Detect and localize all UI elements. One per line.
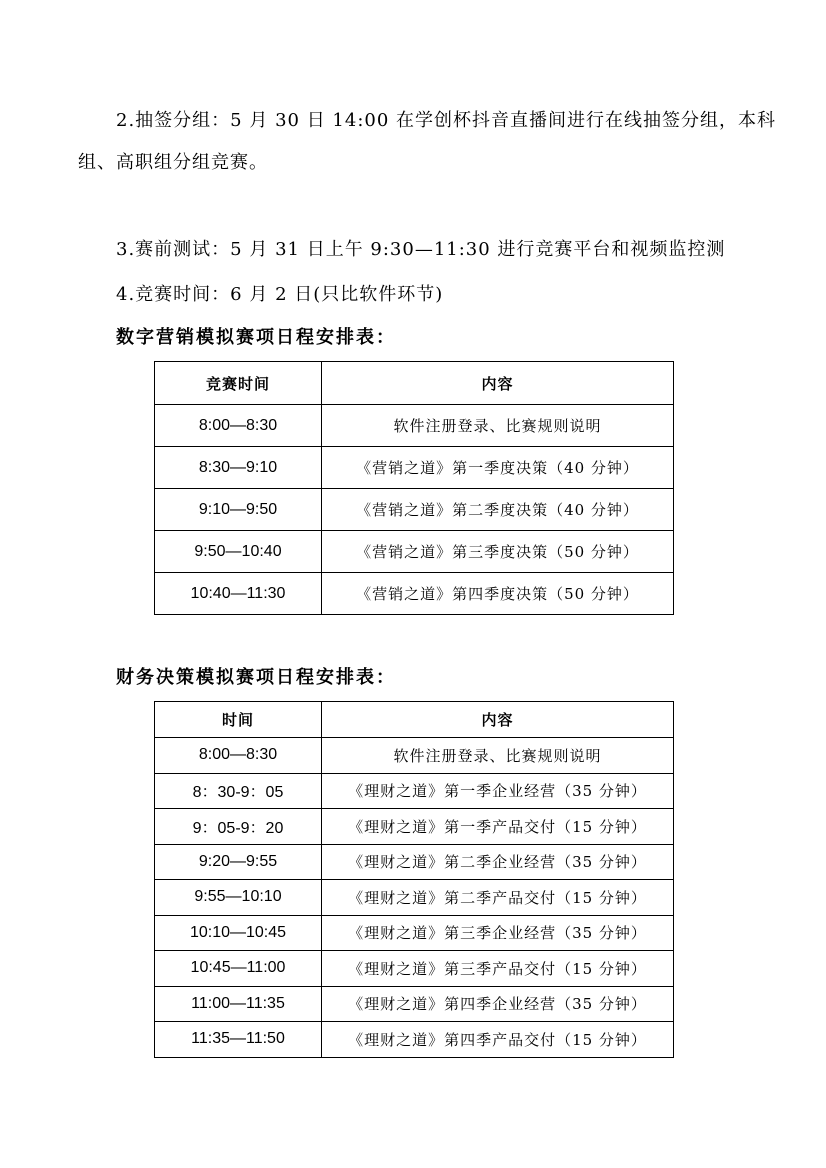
paragraph-pre-test: 3.赛前测试：5 月 31 日上午 9:30—11:30 进行竞赛平台和视频监控测 bbox=[116, 239, 726, 260]
digital-marketing-heading: 数字营销模拟赛项日程安排表： bbox=[116, 327, 396, 348]
row-time: 10:40—11:30 bbox=[155, 573, 322, 615]
table-row bbox=[155, 489, 674, 531]
table-row bbox=[155, 773, 674, 809]
row-time: 8：30-9：05 bbox=[155, 773, 322, 809]
digital-marketing-schedule-table bbox=[154, 361, 674, 615]
row-content: 《理财之道》第三季产品交付（15 分钟） bbox=[322, 951, 674, 987]
paragraph-competition-time: 4.竞赛时间：6 月 2 日(只比软件环节) bbox=[116, 284, 444, 305]
row-time: 9：05-9：20 bbox=[155, 809, 322, 845]
row-content: 《理财之道》第三季企业经营（35 分钟） bbox=[322, 915, 674, 951]
row-content: 《理财之道》第一季产品交付（15 分钟） bbox=[322, 809, 674, 845]
row-time: 8:30—9:10 bbox=[155, 447, 322, 489]
table-row bbox=[155, 573, 674, 615]
table-row bbox=[155, 915, 674, 951]
table-row bbox=[155, 738, 674, 774]
row-time: 9:20—9:55 bbox=[155, 844, 322, 880]
financial-decision-heading: 财务决策模拟赛项日程安排表： bbox=[116, 667, 396, 688]
row-time: 9:10—9:50 bbox=[155, 489, 322, 531]
table-row bbox=[155, 809, 674, 845]
row-content: 《理财之道》第四季产品交付（15 分钟） bbox=[322, 1022, 674, 1058]
header-content: 内容 bbox=[322, 362, 674, 405]
row-content: 《营销之道》第三季度决策（50 分钟） bbox=[322, 531, 674, 573]
table-row bbox=[155, 531, 674, 573]
table-row bbox=[155, 844, 674, 880]
table-row bbox=[155, 951, 674, 987]
row-time: 11:35—11:50 bbox=[155, 1022, 322, 1058]
row-content: 《理财之道》第四季企业经营（35 分钟） bbox=[322, 986, 674, 1022]
financial-decision-schedule-table bbox=[154, 701, 674, 1058]
row-content: 《营销之道》第一季度决策（40 分钟） bbox=[322, 447, 674, 489]
row-time: 9:50—10:40 bbox=[155, 531, 322, 573]
table-row bbox=[155, 880, 674, 916]
table-header-row bbox=[155, 702, 674, 738]
header-time: 时间 bbox=[155, 702, 322, 738]
table-row bbox=[155, 447, 674, 489]
table-row bbox=[155, 405, 674, 447]
paragraph-lottery-line-2: 组、高职组分组竞赛。 bbox=[78, 152, 268, 173]
row-time: 8:00—8:30 bbox=[155, 738, 322, 774]
table-row bbox=[155, 986, 674, 1022]
table-header-row bbox=[155, 362, 674, 405]
row-content: 《理财之道》第二季企业经营（35 分钟） bbox=[322, 844, 674, 880]
row-time: 9:55—10:10 bbox=[155, 880, 322, 916]
row-time: 8:00—8:30 bbox=[155, 405, 322, 447]
paragraph-lottery-line-1: 2.抽签分组：5 月 30 日 14:00 在学创杯抖音直播间进行在线抽签分组，本科 bbox=[116, 110, 777, 131]
header-time: 竞赛时间 bbox=[155, 362, 322, 405]
row-content: 软件注册登录、比赛规则说明 bbox=[322, 738, 674, 774]
row-content: 《营销之道》第四季度决策（50 分钟） bbox=[322, 573, 674, 615]
row-content: 《营销之道》第二季度决策（40 分钟） bbox=[322, 489, 674, 531]
row-content: 《理财之道》第二季产品交付（15 分钟） bbox=[322, 880, 674, 916]
header-content: 内容 bbox=[322, 702, 674, 738]
table-row bbox=[155, 1022, 674, 1058]
row-time: 10:10—10:45 bbox=[155, 915, 322, 951]
row-content: 软件注册登录、比赛规则说明 bbox=[322, 405, 674, 447]
row-time: 11:00—11:35 bbox=[155, 986, 322, 1022]
row-time: 10:45—11:00 bbox=[155, 951, 322, 987]
row-content: 《理财之道》第一季企业经营（35 分钟） bbox=[322, 773, 674, 809]
